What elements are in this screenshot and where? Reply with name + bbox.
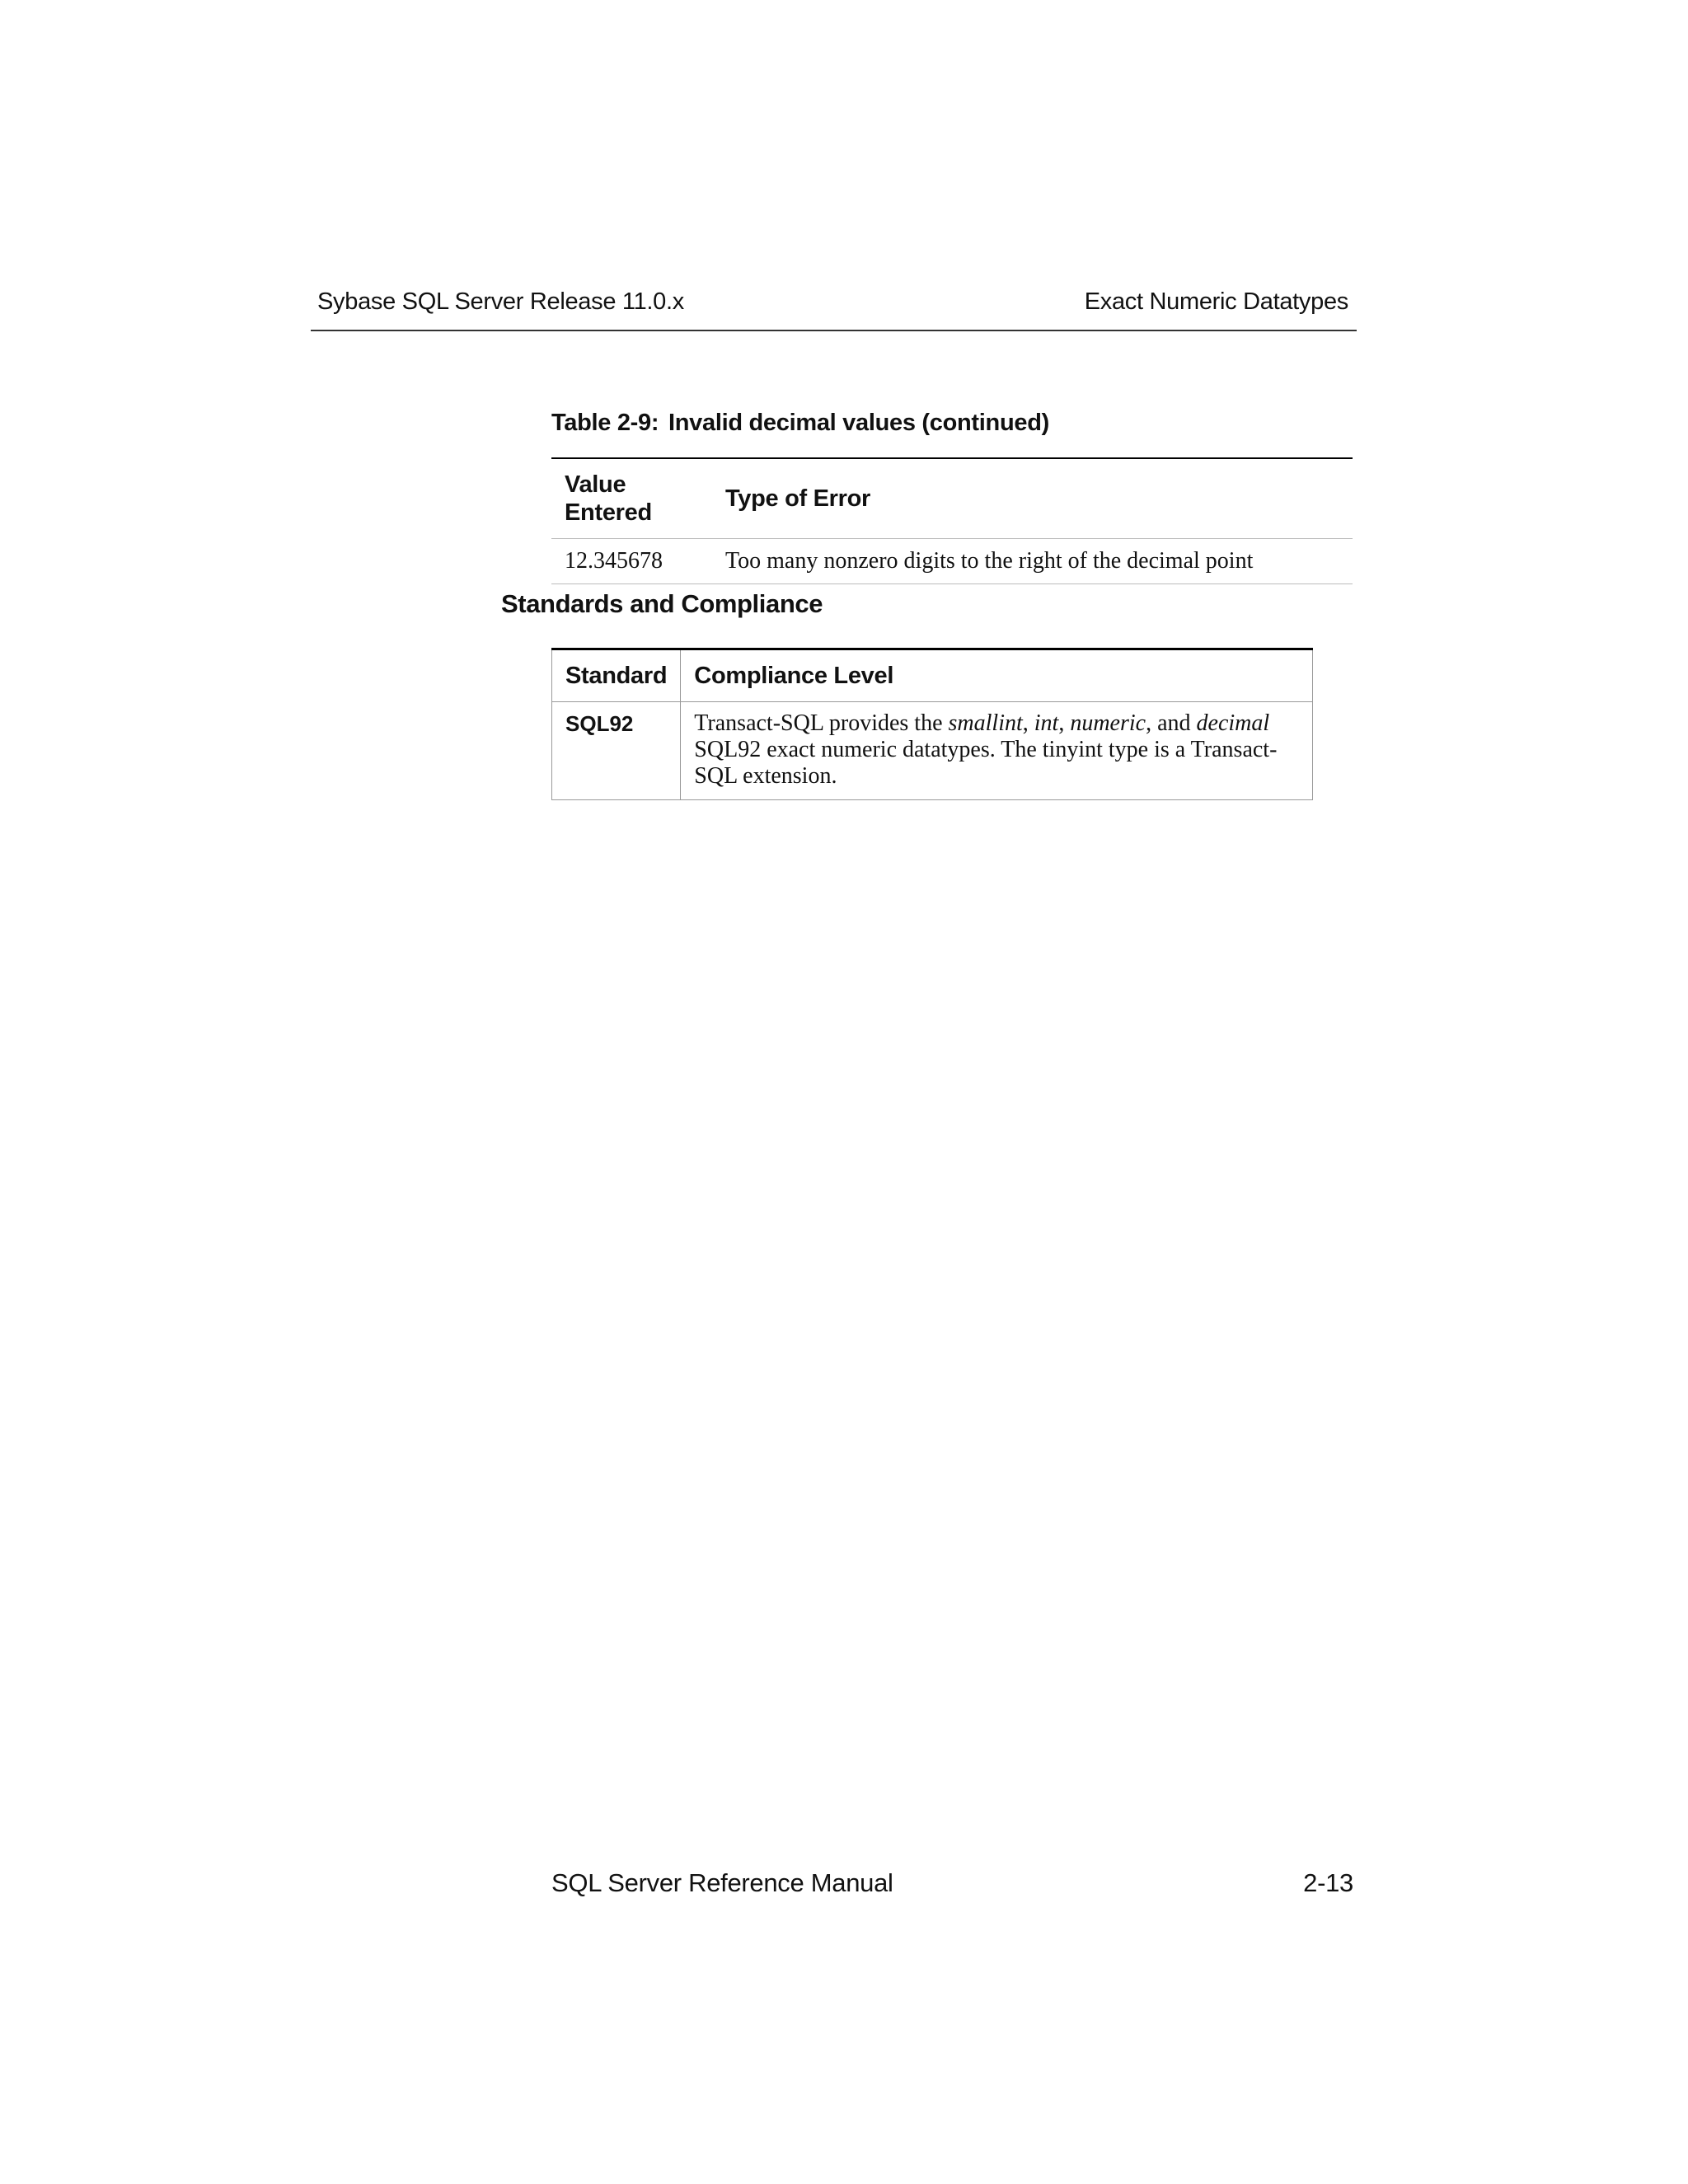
table-row (551, 539, 1353, 584)
running-header-title: Sybase SQL Server Release 11.0.x (317, 288, 684, 315)
standard-cell (552, 702, 681, 800)
standard-name: SQL92 (565, 711, 634, 736)
column-header-compliance-level: Compliance Level (681, 649, 1313, 702)
invalid-decimal-values-table (551, 457, 1353, 584)
datatype-name: int (1034, 710, 1059, 736)
datatype-name: numeric (1070, 710, 1146, 736)
compliance-text: SQL92 exact numeric datatypes. The tinyint type is a Transact-SQL extension. (694, 737, 1278, 789)
page-number: 2-13 (1303, 1868, 1353, 1897)
footer-manual-title: SQL Server Reference Manual (551, 1868, 893, 1897)
table-caption (551, 408, 1049, 438)
table-header-row (551, 458, 1353, 539)
page-header (311, 287, 1357, 331)
column-header-type-of-error: Type of Error (712, 458, 1353, 539)
compliance-text: , (1058, 710, 1071, 736)
value-entered-cell: 12.345678 (551, 539, 712, 584)
type-of-error-cell: Too many nonzero digits to the right of the decimal point (712, 539, 1353, 584)
compliance-text: , and (1146, 710, 1197, 736)
standards-compliance-table (551, 648, 1313, 800)
table-caption-label: Table 2-9: (551, 410, 659, 436)
section-heading: Standards and Compliance (501, 589, 823, 618)
datatype-name: decimal (1196, 710, 1270, 736)
column-header-standard: Standard (552, 649, 681, 702)
datatype-name: smallint (948, 710, 1023, 736)
column-header-value-entered: Value Entered (551, 458, 712, 539)
compliance-text: , (1022, 710, 1034, 736)
table-header-row (552, 649, 1313, 702)
table-caption-text: Invalid decimal values (continued) (668, 410, 1049, 436)
running-header-section: Exact Numeric Datatypes (1084, 288, 1348, 315)
compliance-text: Transact-SQL provides the (694, 710, 949, 736)
table-row (552, 702, 1313, 800)
compliance-level-cell (681, 702, 1313, 800)
